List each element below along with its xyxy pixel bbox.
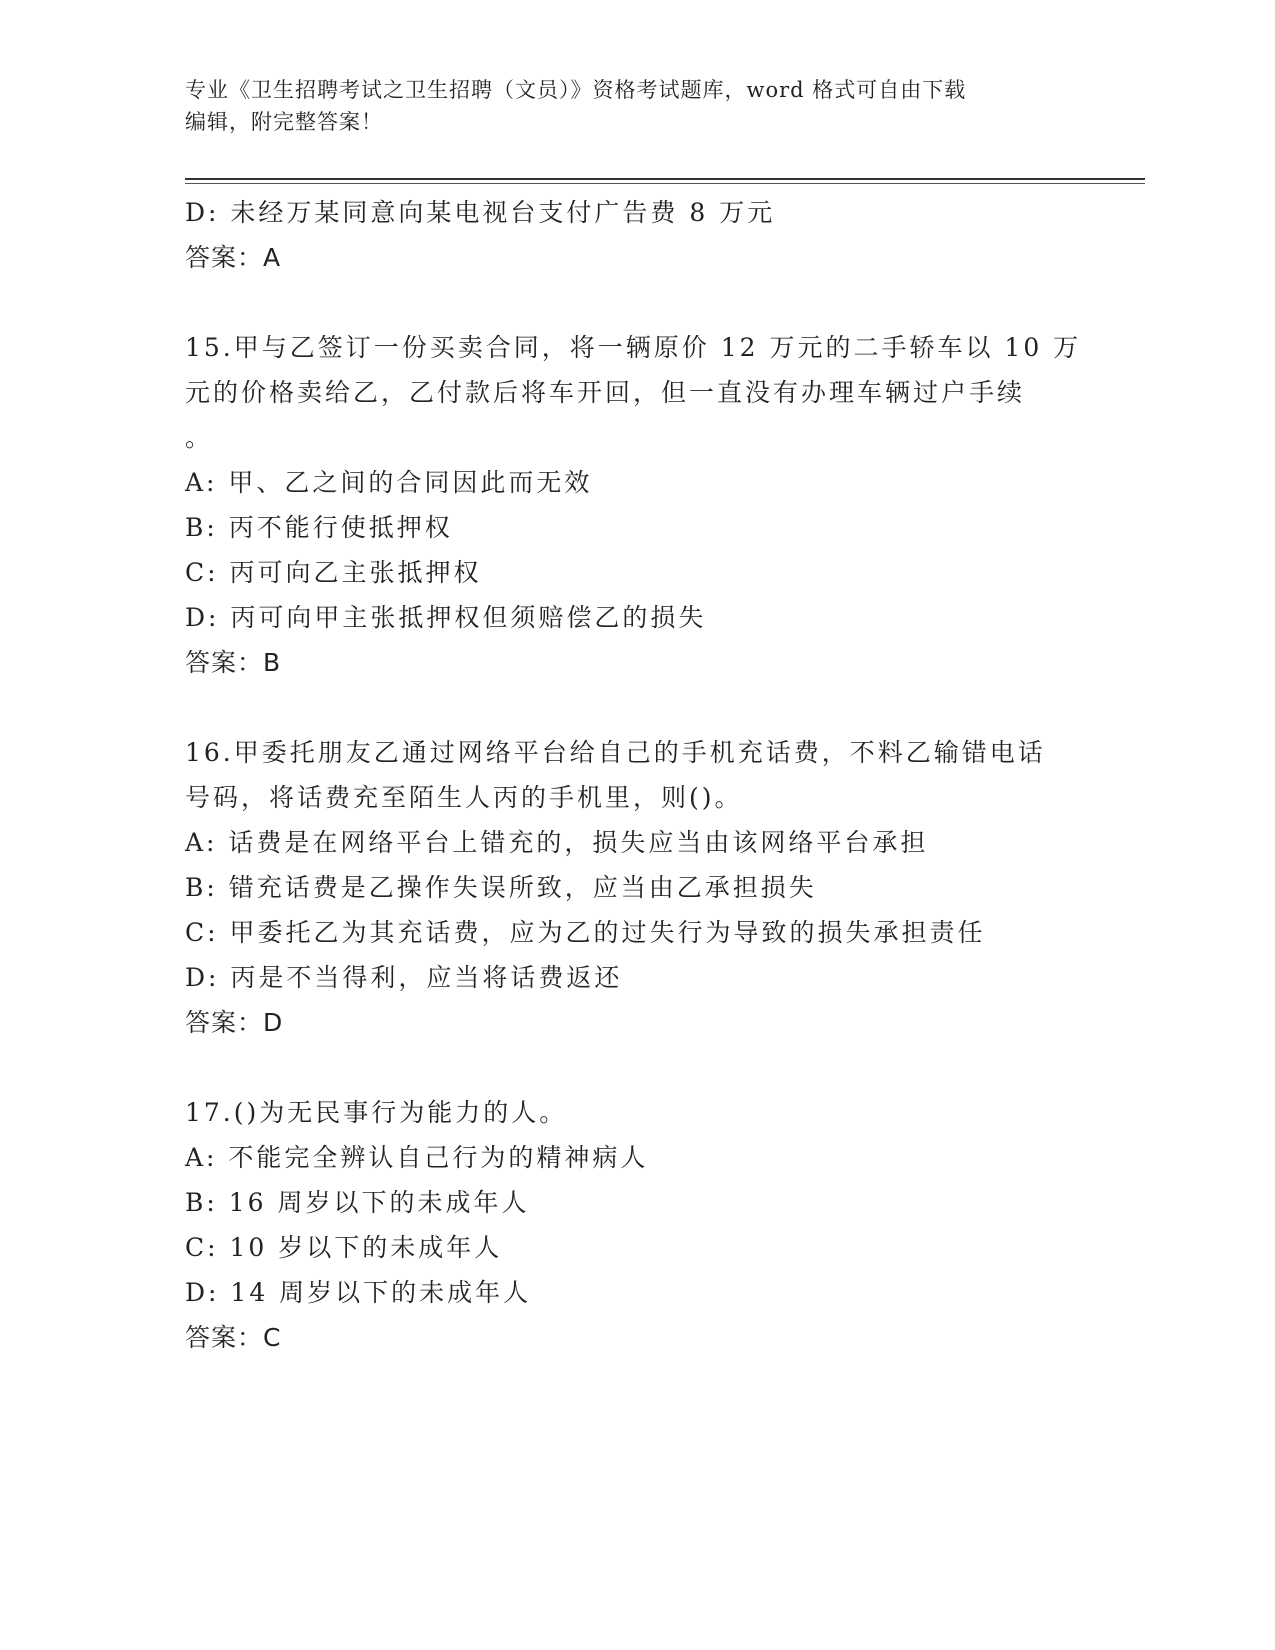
question-stem-line: 15.甲与乙签订一份买卖合同，将一辆原价 12 万元的二手轿车以 10 万 xyxy=(185,333,1082,362)
option-a: A: 不能完全辨认自己行为的精神病人 xyxy=(185,1143,649,1172)
option-b: B: 错充话费是乙操作失误所致，应当由乙承担损失 xyxy=(185,873,817,902)
answer-line: 答案：B xyxy=(185,648,282,677)
option-d: D: 丙可向甲主张抵押权但须赔偿乙的损失 xyxy=(185,603,707,632)
option-a: A: 甲、乙之间的合同因此而无效 xyxy=(185,468,593,497)
question-stem-line: 元的价格卖给乙，乙付款后将车开回，但一直没有办理车辆过户手续 xyxy=(185,378,1026,407)
option-c: C: 丙可向乙主张抵押权 xyxy=(185,558,482,587)
question-stem-line: 16.甲委托朋友乙通过网络平台给自己的手机充话费，不料乙输错电话 xyxy=(185,738,1046,767)
spacer xyxy=(185,685,1085,730)
spacer xyxy=(185,1045,1085,1090)
option-d: D: 14 周岁以下的未成年人 xyxy=(185,1278,532,1307)
question-15 xyxy=(185,325,1085,685)
previous-question-tail xyxy=(185,190,1085,280)
option-d: D: 丙是不当得利，应当将话费返还 xyxy=(185,963,623,992)
question-stem-line: 17.()为无民事行为能力的人。 xyxy=(185,1098,568,1127)
question-list xyxy=(185,190,1085,1360)
option-a: A: 话费是在网络平台上错充的，损失应当由该网络平台承担 xyxy=(185,828,929,857)
question-stem-line: 号码，将话费充至陌生人丙的手机里，则()。 xyxy=(185,783,743,812)
answer-line: 答案：C xyxy=(185,1323,282,1352)
question-17 xyxy=(185,1090,1085,1360)
header-divider-thin xyxy=(185,183,1145,184)
spacer xyxy=(185,280,1085,325)
option-c: C: 10 岁以下的未成年人 xyxy=(185,1233,503,1262)
option-b: B: 丙不能行使抵押权 xyxy=(185,513,453,542)
answer-line: 答案：A xyxy=(185,243,282,272)
option-c: C: 甲委托乙为其充话费，应为乙的过失行为导致的损失承担责任 xyxy=(185,918,986,947)
option-b: B: 16 周岁以下的未成年人 xyxy=(185,1188,530,1217)
header-line-2: 编辑，附完整答案！ xyxy=(185,110,383,134)
header-line-1: 专业《卫生招聘考试之卫生招聘（文员）》资格考试题库，word 格式可自由下载 xyxy=(185,78,967,102)
question-stem-line: 。 xyxy=(185,423,214,452)
header-divider-thick xyxy=(185,178,1145,180)
document-header xyxy=(185,74,1085,138)
answer-line: 答案：D xyxy=(185,1008,284,1037)
question-16 xyxy=(185,730,1085,1045)
option-d: D: 未经万某同意向某电视台支付广告费 8 万元 xyxy=(185,198,776,227)
